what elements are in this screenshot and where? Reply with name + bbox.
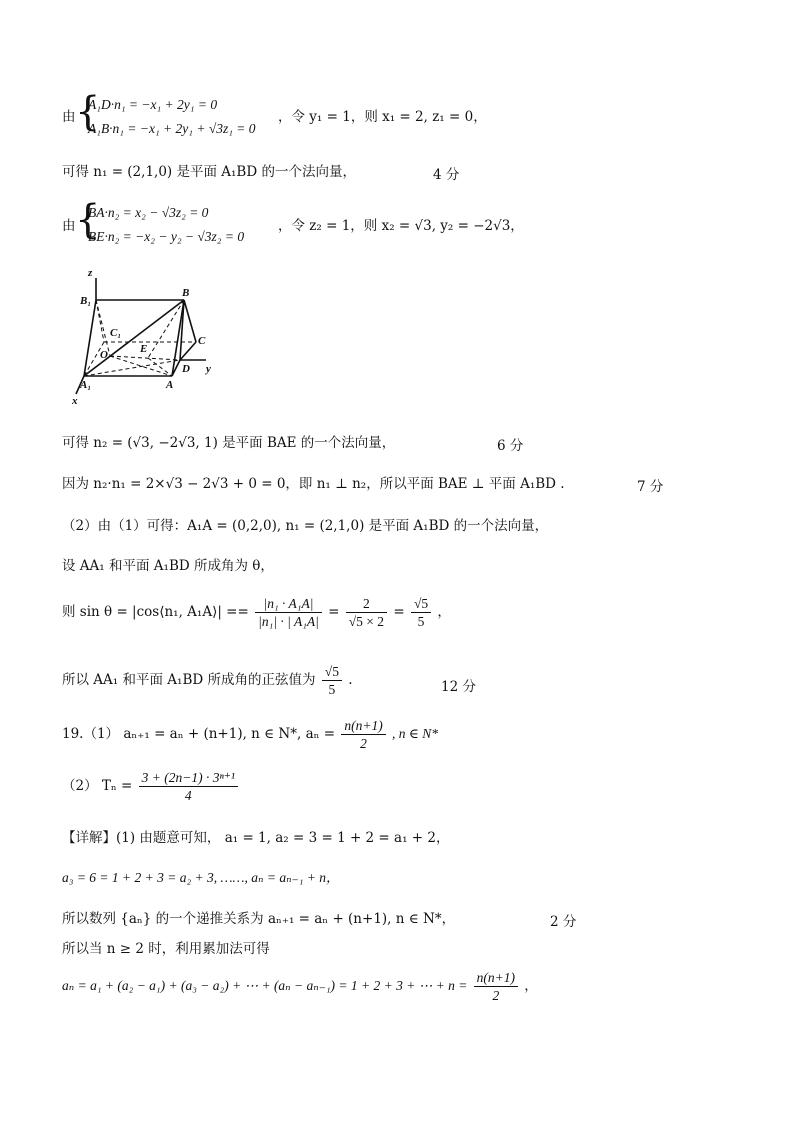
line16-frac — [474, 969, 518, 1004]
line9-prefix: 所以 AA₁ 和平面 A₁BD 所成角的正弦值为 — [62, 672, 316, 688]
label-x: x — [72, 395, 78, 407]
line10 — [62, 714, 438, 754]
line16-num: n(n+1) — [474, 969, 518, 987]
score-7: 7 分 — [637, 479, 664, 495]
line11-frac — [139, 769, 238, 804]
line7: 设 AA₁ 和平面 A₁BD 所成角为 θ， — [62, 558, 274, 574]
line1-eq1: A₁D·n₁ = −x₁ + 2y₁ = 0 — [88, 97, 218, 112]
line10-num: n(n+1) — [341, 717, 385, 735]
line10-den: 2 — [360, 736, 367, 751]
line8: 则 sin θ = |cos⟨n₁, A₁A⟩| == $\frac{\text{|n₁ · A₁A|}}{\text{|n₁| · | A₁A|}}$ = $\frac{2}{√5 \times 2}$ = $\frac{√5}{5}$ ， — [62, 596, 451, 629]
line10-tail: , n ∈ N* — [392, 726, 439, 741]
line2: 可得 n₁ = (2,1,0) 是平面 A₁BD 的一个法向量， — [62, 164, 356, 180]
frac1-num: |n₁ · A₁A| — [255, 595, 322, 613]
label-D: D — [182, 363, 190, 375]
line9-num: √5 — [322, 663, 342, 681]
line16-prefix: aₙ = a₁ + (a₂ − a₁) + (a₃ − a₂) + ⋯ + (aₙ − aₙ₋₁) = 1 + 2 + 3 + ⋯ + n = — [62, 978, 468, 993]
line12: 【详解】(1) 由题意可知， a₁ = 1, a₂ = 3 = 1 + 2 = a₁ + 2， — [62, 830, 450, 846]
line1-prefix: 由 — [62, 109, 76, 125]
brace-1: { — [75, 89, 101, 135]
line10-prefix: 19.（1） aₙ₊₁ = aₙ + (n+1), n ∈ N*, aₙ = — [62, 726, 336, 742]
line11-num: 3 + (2n−1) · 3ⁿ⁺¹ — [139, 769, 238, 787]
line3-tail: ，令 z₂ = 1，则 x₂ = √3, y₂ = −2√3， — [278, 218, 524, 234]
score-2: 2 分 — [550, 914, 577, 930]
line8-frac3 — [411, 595, 431, 630]
label-A: A — [166, 379, 174, 391]
line11 — [62, 766, 240, 806]
line9-frac — [322, 663, 342, 698]
line16-den: 2 — [492, 988, 500, 1003]
label-C: C — [198, 335, 206, 347]
line8-frac2 — [346, 595, 387, 630]
label-O: O — [100, 349, 108, 361]
label-z: z — [88, 267, 93, 279]
label-y: y — [206, 363, 211, 375]
line4: 可得 n₂ = (√3, −2√3, 1) 是平面 BAE 的一个法向量， — [62, 435, 396, 451]
line8-frac1 — [255, 595, 322, 630]
line11-den: 4 — [184, 788, 192, 803]
line11-prefix: （2） Tₙ = — [62, 778, 133, 794]
label-C1: C₁ — [110, 327, 122, 339]
label-A1: A₁ — [80, 379, 92, 391]
label-B1: B₁ — [80, 295, 92, 307]
label-B: B — [182, 287, 190, 299]
geometry-figure — [68, 264, 228, 410]
line9: 所以 AA₁ 和平面 A₁BD 所成角的正弦值为 $\frac{√5}{5}$ . — [62, 664, 353, 697]
line6: （2）由（1）可得：A₁A = (0,2,0), n₁ = (2,1,0) 是平面 A₁BD 的一个法向量， — [62, 518, 549, 534]
score-4: 4 分 — [433, 167, 460, 183]
line16-tail: ， — [524, 978, 538, 994]
frac2-num: 2 — [346, 595, 387, 613]
frac2-den: √5 × 2 — [348, 614, 385, 629]
line3-eq1: BA·n₂ = x₂ − √3z₂ = 0 — [88, 205, 209, 220]
line9-den: 5 — [328, 682, 336, 697]
line3-prefix: 由 — [62, 218, 76, 234]
label-E: E — [140, 343, 148, 355]
line1-eq2: A₁B·n₁ = −x₁ + 2y₁ + √3z₁ = 0 — [88, 121, 256, 136]
line10-frac — [341, 717, 385, 752]
frac3-den: 5 — [417, 614, 425, 629]
frac1-den: |n₁| · | A₁A| — [258, 614, 319, 629]
frac3-num: √5 — [411, 595, 431, 613]
line16 — [62, 966, 538, 1006]
line13: a₃ = 6 = 1 + 2 + 3 = a₂ + 3, ……, aₙ = aₙ₋₁ + n， — [62, 870, 340, 885]
brace-2: { — [75, 197, 101, 243]
line3-eq2: BE·n₂ = −x₂ − y₂ − √3z₂ = 0 — [88, 229, 245, 244]
line8-prefix: 则 sin θ = |cos⟨n₁, A₁A⟩| == — [62, 604, 249, 620]
line15: 所以当 n ≥ 2 时，利用累加法可得 — [62, 941, 270, 957]
score-6: 6 分 — [497, 438, 524, 454]
score-12: 12 分 — [441, 679, 476, 695]
line14: 所以数列 {aₙ} 的一个递推关系为 aₙ₊₁ = aₙ + (n+1), n ∈ N*， — [62, 911, 456, 927]
line5: 因为 n₂·n₁ = 2×√3 − 2√3 + 0 = 0，即 n₁ ⊥ n₂，所以平面 BAE ⊥ 平面 A₁BD . — [62, 476, 565, 492]
line1-tail: ，令 y₁ = 1，则 x₁ = 2, z₁ = 0， — [278, 109, 487, 125]
